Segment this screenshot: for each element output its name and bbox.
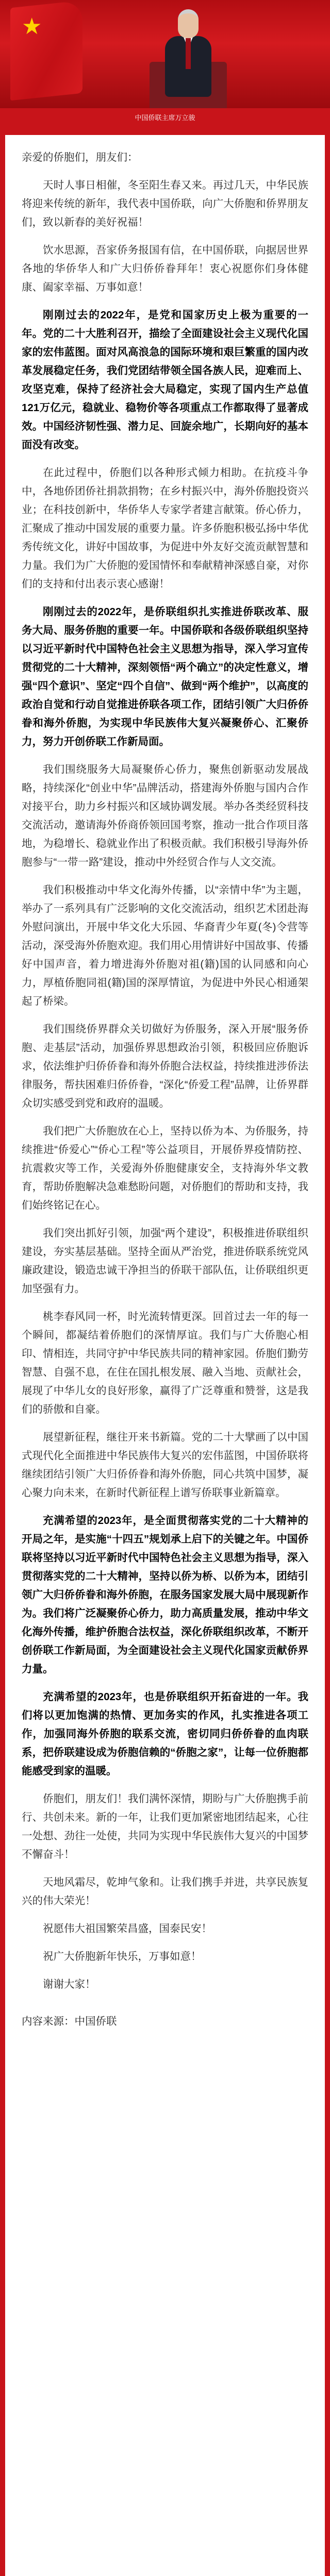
photo-caption: 中国侨联主席万立骏 <box>135 114 195 122</box>
paragraph: 我们围绕服务大局凝聚侨心侨力，聚焦创新驱动发展战略，持续深化“创业中华”品牌活动，搭建海外侨胞与国内合作对接平台，助力乡村振兴和区域协调发展。举办各类经贸科技交流活动，邀请海外侨商侨领回国考察，推动一批合作项目落地，为稳增长、稳就业作出了积极贡献。我们积极引导海外侨胞参与“一带一路”建设，推动中外经贸合作与人文交流。 <box>22 764 308 868</box>
paragraph: 谢谢大家！ <box>43 1978 96 1990</box>
speaker-head <box>178 9 199 38</box>
speaker-tie <box>186 38 191 69</box>
star-icon: ★ <box>22 13 42 40</box>
paragraph: 我们把广大侨胞放在心上，坚持以侨为本、为侨服务，持续推进“侨爱心”“侨心工程”等公益项目，开展侨界疫情防控、抗震救灾等工作，关爱海外侨胞健康安全，支持海外华文教育，帮助侨胞解决急难愁盼问题，对侨胞们的帮助和支持，我们始终铭记在心。 <box>22 1125 308 1211</box>
content-source: 内容来源：中国侨联 <box>22 2015 117 2027</box>
paragraph-highlight: 充满希望的2023年，也是侨联组织开拓奋进的一年。我们将以更加饱满的热情、更加务实的作风，扎实推进各项工作，加强同海外侨胞的联系交流，密切同归侨侨眷的血肉联系，把侨联建设成为侨胞信赖的“侨胞之家”，让每一位侨胞都能感受到家的温暖。 <box>22 1691 308 1777</box>
paragraph: 在此过程中，侨胞们以各种形式倾力相助。在抗疫斗争中，各地侨团侨社捐款捐物；在乡村振兴中，海外侨胞投资兴业；在科技创新中，华侨华人专家学者建言献策。侨心侨力，汇聚成了推动中国发展的重要力量。许多侨胞积极弘扬中华优秀传统文化，讲好中国故事，为促进中外友好交流贡献智慧和力量。我们为广大侨胞的爱国情怀和奉献精神深感自豪，对你们的支持和付出表示衷心感谢！ <box>22 467 308 590</box>
paragraph: 侨胞们，朋友们！我们满怀深情，期盼与广大侨胞携手前行、共创未来。新的一年，让我们更加紧密地团结起来，心往一处想、劲往一处使，共同为实现中华民族伟大复兴的中国梦不懈奋斗！ <box>22 1793 308 1860</box>
article-card <box>5 135 325 2576</box>
paragraph: 天地风霜尽，乾坤气象和。让我们携手并进，共享民族复兴的伟大荣光！ <box>22 1876 308 1907</box>
paragraph: 展望新征程，继往开来书新篇。党的二十大擘画了以中国式现代化全面推进中华民族伟大复兴的宏伟蓝图，中国侨联将继续团结引领广大归侨侨眷和海外侨胞，同心共筑中国梦，凝心聚力向未来，在新时代新征程上谱写侨联事业新篇章。 <box>22 1431 308 1499</box>
paragraph-highlight: 刚刚过去的2022年，是党和国家历史上极为重要的一年。党的二十大胜利召开，描绘了全面建设社会主义现代化国家的宏伟蓝图。面对风高浪急的国际环境和艰巨繁重的国内改革发展稳定任务，我们党团结带领全国各族人民，迎难而上、攻坚克难，保持了经济社会大局稳定，实现了国内生产总值121万亿元，稳就业、稳物价等各项重点工作都取得了显著成效。中国经济韧性强、潜力足、回旋余地广，长期向好的基本面没有改变。 <box>22 309 308 451</box>
paragraph: 桃李春风同一杯，时光流转情更深。回首过去一年的每一个瞬间，都凝结着侨胞们的深情厚谊。我们与广大侨胞心相印、情相连，共同守护中华民族共同的精神家园。侨胞们勤劳智慧、自强不息，在住在国扎根发展、融入当地、贡献社会，展现了中华儿女的良好形象，赢得了广泛尊重和赞誉，这是我们的骄傲和自豪。 <box>22 1311 308 1415</box>
paragraph: 我们围绕侨界群众关切做好为侨服务，深入开展“服务侨胞、走基层”活动，加强侨界思想政治引领，积极回应侨胞诉求，依法维护归侨侨眷和海外侨胞合法权益，持续推进涉侨法律服务，帮扶困难归侨侨眷，“深化“侨爱工程”品牌，让侨界群众切实感受到党和政府的温暖。 <box>22 1023 308 1109</box>
speaker-figure <box>160 9 217 97</box>
paragraph-highlight: 充满希望的2023年，是全面贯彻落实党的二十大精神的开局之年，是实施“十四五”规划承上启下的关键之年。中国侨联将坚持以习近平新时代中国特色社会主义思想为指导，深入贯彻落实党的二十大精神，坚持以侨为桥、以侨为本，团结引领广大归侨侨眷和海外侨胞，在服务国家发展大局中展现新作为。我们将广泛凝聚侨心侨力，助力高质量发展，推动中华文化海外传播，维护侨胞合法权益，深化侨联组织改革，不断开创侨联工作新局面，为全面建设社会主义现代化国家贡献侨界力量。 <box>22 1515 308 1675</box>
paragraph: 祝广大侨胞新年快乐，万事如意！ <box>43 1951 202 1962</box>
paragraph: 饮水思源，吾家侨务报国有信，在中国侨联，向据居世界各地的华侨华人和广大归侨侨眷拜年！衷心祝愿你们身体健康、阖家幸福、万事如意！ <box>22 244 308 293</box>
paragraph-highlight: 刚刚过去的2022年，是侨联组织扎实推进侨联改革、服务大局、服务侨胞的重要一年。中国侨联和各级侨联组织坚持以习近平新时代中国特色社会主义思想为指导，深入学习宣传贯彻党的二十大精神，深刻领悟“两个确立”的决定性意义，增强“四个意识”、坚定“四个自信”、做到“两个维护”，以高度的政治自觉和行动自觉推进侨联各项工作，团结引领广大归侨侨眷和海外侨胞，为实现中华民族伟大复兴凝聚侨心、汇聚侨力，努力开创侨联工作新局面。 <box>22 606 308 748</box>
paragraph: 我们突出抓好引领，加强“两个建设”，积极推进侨联组织建设，夯实基层基础。坚持全面从严治党，推进侨联系统党风廉政建设，锻造忠诚干净担当的侨联干部队伍，让侨联组织更加坚强有力。 <box>22 1227 308 1295</box>
header-photo <box>0 0 330 108</box>
greeting: 亲爱的侨胞们，朋友们： <box>22 151 138 163</box>
national-flag <box>10 1 82 101</box>
paragraph: 祝愿伟大祖国繁荣昌盛，国泰民安！ <box>43 1923 212 1935</box>
paragraph: 天时人事日相催，冬至阳生春又来。再过几天，中华民族将迎来传统的新年，我代表中国侨联，向广大侨胞和侨界朋友们，致以新春的美好祝福！ <box>22 179 308 228</box>
paragraph: 我们积极推动中华文化海外传播，以“亲情中华”为主题，举办了一系列具有广泛影响的文化交流活动，组织艺术团赴海外慰问演出，开展中华文化大乐园、华裔青少年夏(冬)令营等活动，深受海外侨胞欢迎。我们用心用情讲好中国故事、传播好中国声音，着力增进海外侨胞对祖(籍)国的认同感和向心力，厚植侨胞同祖(籍)国的深厚情谊，为促进中外民心相通架起了桥梁。 <box>22 884 308 1007</box>
